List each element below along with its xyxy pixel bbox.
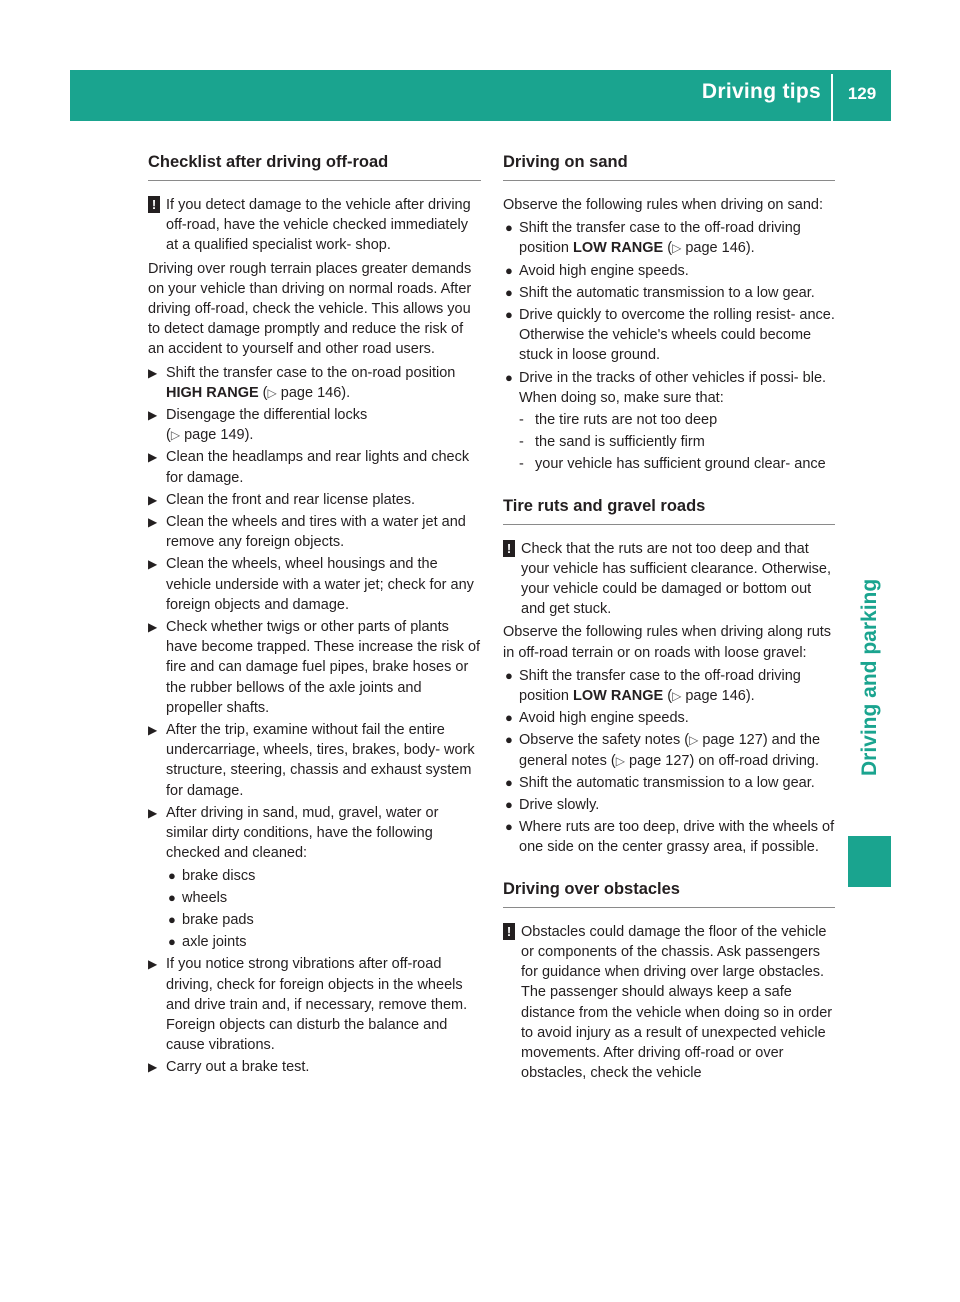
left-column — [148, 152, 481, 1080]
bullet-icon: ● — [505, 262, 513, 278]
warning-text: If you detect damage to the vehicle after driving off-road, have the vehicle checked immediately at a qualified specialist work- shop. — [166, 197, 471, 254]
step-arrow-icon: ▶ — [148, 557, 158, 572]
intro-paragraph: Driving over rough terrain places greater demands on your vehicle than driving on normal roads. After driving off-road, check the vehicle. This allows you to detect damage promptly and reduce the risk of an accident to yourself and other road users. — [148, 260, 472, 358]
page-ref-icon: ▷ — [672, 689, 682, 704]
list-item: ● Avoid high engine speeds. — [505, 262, 689, 279]
bullet-icon: ● — [505, 307, 513, 323]
side-tab-label: Driving and parking — [858, 578, 881, 776]
list-item: ● axle joints — [168, 934, 247, 951]
page-ref-icon: ▷ — [615, 753, 625, 768]
page-ref-icon: ▷ — [267, 385, 277, 400]
list-item: ● Drive quickly to overcome the rolling resist- ance. Otherwise the vehicle's wheels could become stuck in loose ground. — [505, 307, 835, 364]
step-item: ▶ After driving in sand, mud, gravel, water or similar dirty conditions, have the following checked and cleaned: — [148, 804, 439, 862]
step-item: ▶ Carry out a brake test. — [148, 1059, 310, 1076]
step-arrow-icon: ▶ — [148, 957, 158, 972]
warning-note: ! Obstacles could damage the floor of the vehicle or components of the chassis. Ask passengers for guidance when driving over large obstacles. The passenger should always keep a safe distance from the vehicle when doing so in order to avoid injury as a result of unexpected vehicle movements. After driving off-road or over obstacles, check the vehicle — [503, 922, 835, 1084]
ruts-intro: Observe the following rules when driving along ruts in off-road terrain or on roads with loose gravel: — [503, 624, 832, 661]
side-tab-block — [848, 836, 891, 887]
list-item: ● Shift the automatic transmission to a low gear. — [505, 284, 815, 301]
bullet-icon: ● — [168, 867, 176, 883]
step-item: ▶ Shift the transfer case to the on-road position HIGH RANGE (▷ page 146). — [148, 364, 456, 401]
step-arrow-icon: ▶ — [148, 723, 158, 738]
right-column — [503, 152, 835, 1086]
list-item: ● Where ruts are too deep, drive with the wheels of one side on the center grassy area, if possible. — [505, 819, 835, 856]
section-title-sand: Driving on sand — [503, 152, 835, 181]
step-item: ▶ Clean the headlamps and rear lights and check for damage. — [148, 449, 470, 486]
list-item: ● Shift the transfer case to the off-road driving position LOW RANGE (▷ page 146). — [505, 220, 801, 257]
bullet-icon: ● — [505, 732, 513, 748]
page-ref-link[interactable]: page 127 — [629, 752, 690, 769]
list-item: ● Shift the automatic transmission to a low gear. — [505, 774, 815, 791]
warning-icon: ! — [148, 196, 160, 213]
bullet-icon: ● — [505, 797, 513, 813]
warning-icon: ! — [503, 923, 515, 940]
step-item: ▶ Clean the wheels and tires with a water jet and remove any foreign objects. — [148, 514, 466, 551]
warning-icon: ! — [503, 540, 515, 557]
list-item: ● Drive slowly. — [505, 797, 600, 814]
step-item: ▶ Check whether twigs or other parts of plants have become trapped. These increase the risk of fire and can damage fuel pipes, brake hoses or the rubber bellows of the axle joints and propeller shafts. — [148, 619, 481, 716]
page-ref-link[interactable]: page 146 — [685, 688, 746, 705]
sand-intro: Observe the following rules when driving on sand: — [503, 197, 823, 213]
bullet-icon: ● — [505, 369, 513, 385]
list-item: ● Observe the safety notes (▷ page 127) and the general notes (▷ page 127) on off-road driving. — [505, 732, 821, 769]
step-arrow-icon: ▶ — [148, 365, 158, 380]
page-ref-icon: ▷ — [689, 733, 699, 748]
section-title-ruts: Tire ruts and gravel roads — [503, 496, 835, 525]
sub-list-item: - the sand is sufficiently firm — [503, 432, 835, 452]
dash-icon: - — [519, 434, 524, 451]
side-tab — [848, 200, 891, 890]
step-arrow-icon: ▶ — [148, 620, 158, 635]
step-arrow-icon: ▶ — [148, 1060, 158, 1075]
step-arrow-icon: ▶ — [148, 492, 158, 507]
page-ref-icon: ▷ — [170, 428, 181, 443]
section-title-obstacles: Driving over obstacles — [503, 879, 835, 908]
bullet-icon: ● — [168, 889, 176, 905]
bullet-icon: ● — [168, 934, 176, 950]
section-title-checklist: Checklist after driving off-road — [148, 152, 481, 181]
bullet-icon: ● — [505, 284, 513, 300]
sub-list-item: - your vehicle has sufficient ground clear- ance — [503, 454, 835, 474]
bullet-icon: ● — [505, 667, 513, 683]
sub-list-item: - the tire ruts are not too deep — [503, 410, 835, 430]
step-item: ▶ Clean the wheels, wheel housings and the vehicle underside with a water jet; check for any foreign objects and damage. — [148, 556, 474, 613]
list-item: ● brake discs — [168, 867, 256, 884]
list-item: ● Avoid high engine speeds. — [505, 710, 689, 727]
page-number: 129 — [847, 84, 877, 103]
step-arrow-icon: ▶ — [148, 805, 158, 820]
dash-icon: - — [519, 456, 524, 473]
bullet-icon: ● — [505, 710, 513, 726]
warning-note — [148, 195, 481, 256]
list-item: ● Drive in the tracks of other vehicles if possi- ble. When doing so, make sure that: — [505, 369, 827, 406]
step-item: ▶ Clean the front and rear license plates. — [148, 491, 416, 508]
list-item: ● brake pads — [168, 911, 254, 928]
step-arrow-icon: ▶ — [148, 515, 158, 530]
step-item: ▶ If you notice strong vibrations after off-road driving, check for foreign objects in the wheels and drive train and, if necessary, remove them. Foreign objects can disturb the balance and cause vibrations. — [148, 956, 468, 1054]
page-ref-link[interactable]: page 146 — [685, 240, 746, 257]
page-ref-link[interactable]: page 146 — [280, 384, 342, 401]
list-item: ● wheels — [168, 889, 228, 906]
page-ref-link[interactable]: page 127 — [702, 732, 763, 749]
warning-note: ! Check that the ruts are not too deep and that your vehicle has sufficient clearance. Otherwise, your vehicle could be damaged or bottom out and get stuck. — [503, 539, 835, 620]
bullet-icon: ● — [168, 911, 176, 927]
step-arrow-icon: ▶ — [148, 408, 158, 423]
bullet-icon: ● — [505, 220, 513, 236]
step-arrow-icon: ▶ — [148, 450, 158, 465]
bullet-icon: ● — [505, 819, 513, 835]
step-item: ▶ After the trip, examine without fail the entire undercarriage, wheels, tires, brakes, body- work structure, steering, chassis and exhaust system for damage. — [148, 722, 475, 799]
page-ref-icon: ▷ — [672, 241, 682, 256]
header-bar — [70, 70, 891, 121]
bullet-icon: ● — [505, 774, 513, 790]
header-title: Driving tips — [701, 80, 821, 103]
page-ref-link[interactable]: page 149 — [184, 427, 245, 444]
step-item: ▶ Disengage the differential locks (▷ page 149). — [148, 407, 368, 444]
dash-icon: - — [519, 412, 524, 429]
list-item: ● Shift the transfer case to the off-road driving position LOW RANGE (▷ page 146). — [505, 667, 801, 705]
